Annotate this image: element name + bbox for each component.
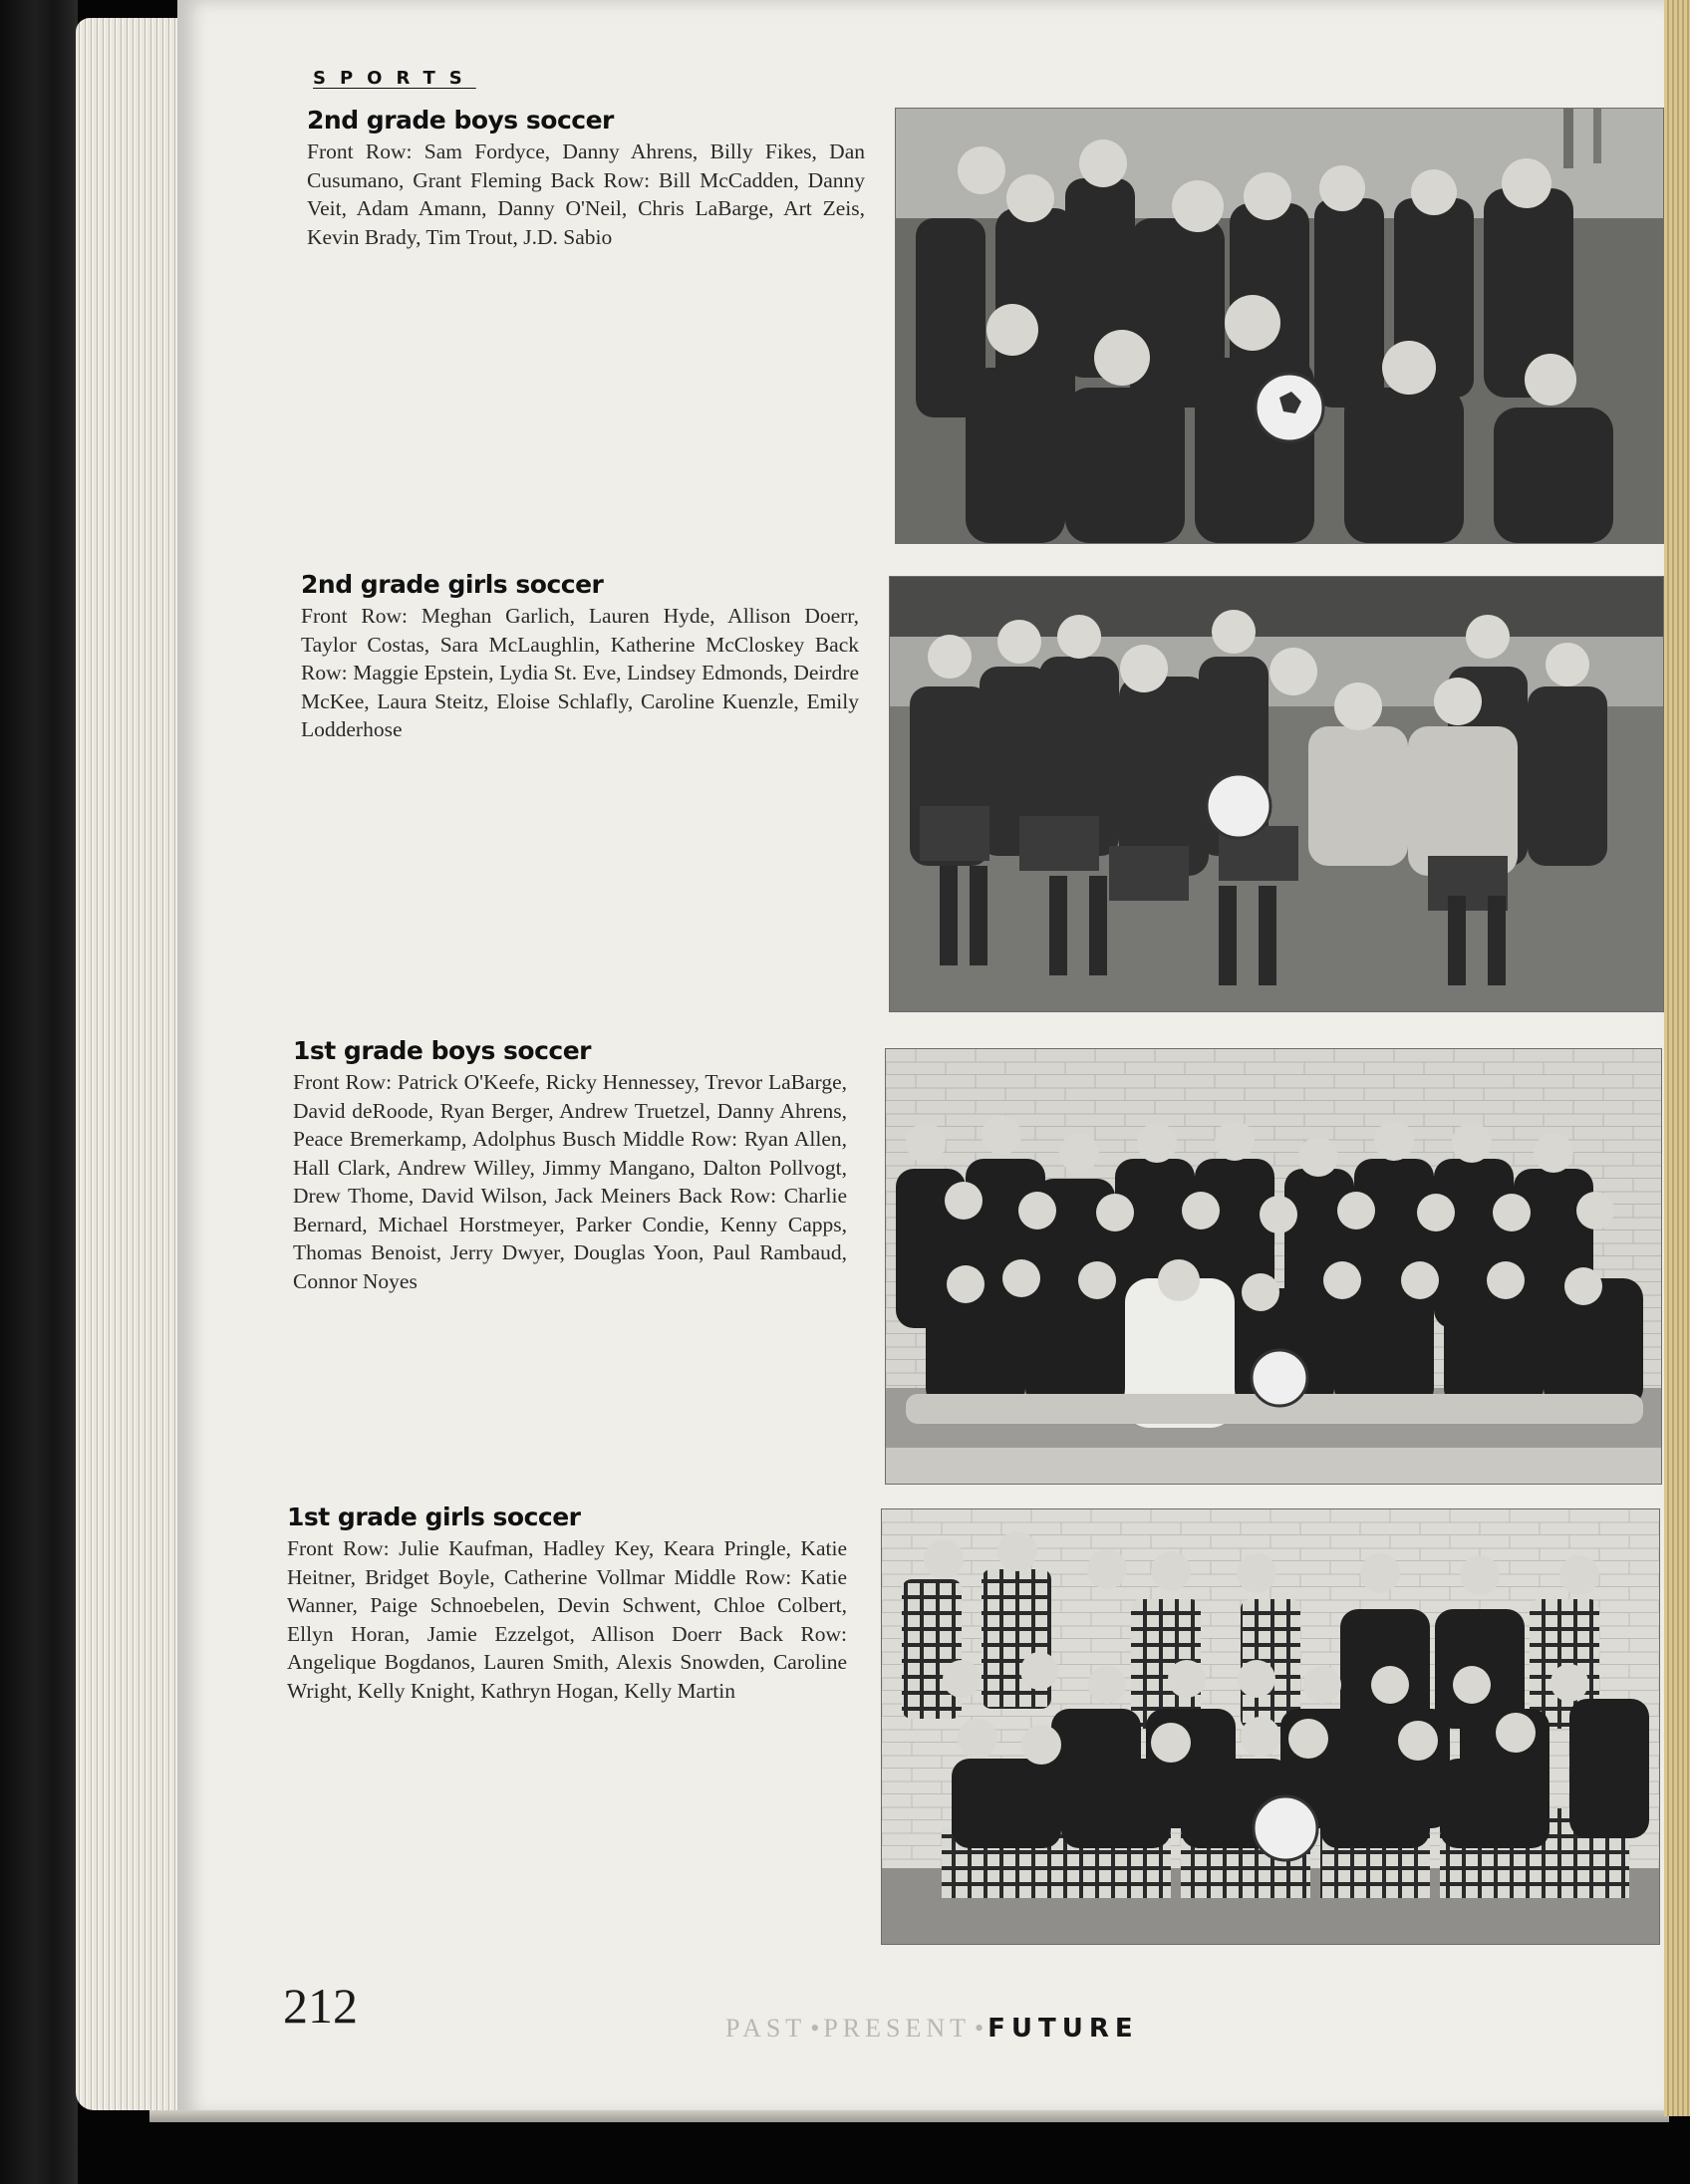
section-caption: Front Row: Julie Kaufman, Hadley Key, Keara Pringle, Katie Heitner, Bridget Boyle, Catherine Vollmar Middle Row: Katie Wanner, Paige Schnoebelen, Devin Schwent, Chloe Colbert, Ellyn Horan, Jamie Ezzelgot, Allison Doerr Back Row: Angelique Bogdanos, Lauren Smith, Alexis Snowden, Caroline Wright, Kelly Knight, Kathryn Hogan, Kelly Martin	[287, 1536, 847, 1703]
section-kicker: SPORTS	[313, 68, 476, 89]
page-bottom-edge	[149, 2110, 1669, 2122]
team-photo	[885, 1048, 1662, 1485]
facing-page-edge	[1664, 0, 1690, 2116]
section-1st-grade-girls	[287, 1502, 847, 1705]
tagline-separator: •	[975, 2014, 985, 2043]
section-2nd-grade-girls	[301, 570, 859, 744]
section-heading: 1st grade boys soccer	[293, 1036, 592, 1065]
team-photo	[889, 576, 1664, 1012]
page-edges	[76, 18, 185, 2110]
section-1st-grade-boys	[293, 1036, 847, 1295]
book-binding	[0, 0, 78, 2184]
section-heading: 2nd grade boys soccer	[307, 106, 614, 135]
tagline-past: PAST	[725, 2014, 807, 2043]
tagline-future: FUTURE	[987, 2014, 1139, 2044]
page-number: 212	[283, 1978, 358, 2034]
footer-tagline	[725, 2016, 1139, 2042]
section-caption: Front Row: Sam Fordyce, Danny Ahrens, Billy Fikes, Dan Cusumano, Grant Fleming Back Row: Bill McCadden, Danny Veit, Adam Amann, Danny O'Neil, Chris LaBarge, Art Zeis, Kevin Brady, Tim Trout, J.D. Sabio	[307, 139, 865, 249]
team-photo	[881, 1508, 1660, 1945]
section-caption: Front Row: Patrick O'Keefe, Ricky Hennessey, Trevor LaBarge, David deRoode, Ryan Berger, Andrew Truetzel, Danny Ahrens, Peace Bremerkamp, Adolphus Busch Middle Row: Ryan Allen, Hall Clark, Andrew Willey, Jimmy Mangano, Dalton Pollvogt, Drew Thome, David Wilson, Jack Meiners Back Row: Charlie Bernard, Michael Horstmeyer, Parker Condie, Kenny Capps, Thomas Benoist, Jerry Dwyer, Douglas Yoon, Paul Rambaud, Connor Noyes	[293, 1070, 847, 1293]
section-2nd-grade-boys	[307, 106, 865, 251]
tagline-separator: •	[810, 2014, 820, 2043]
section-heading: 1st grade girls soccer	[287, 1502, 581, 1531]
team-photo	[895, 108, 1664, 544]
section-heading: 2nd grade girls soccer	[301, 570, 604, 599]
tagline-present: PRESENT	[823, 2014, 971, 2043]
section-caption: Front Row: Meghan Garlich, Lauren Hyde, Allison Doerr, Taylor Costas, Sara McLaughlin, Katherine McCloskey Back Row: Maggie Epstein, Lydia St. Eve, Lindsey Edmonds, Deirdre McKee, Laura Steitz, Eloise Schlafly, Caroline Kuenzle, Emily Lodderhose	[301, 604, 859, 741]
